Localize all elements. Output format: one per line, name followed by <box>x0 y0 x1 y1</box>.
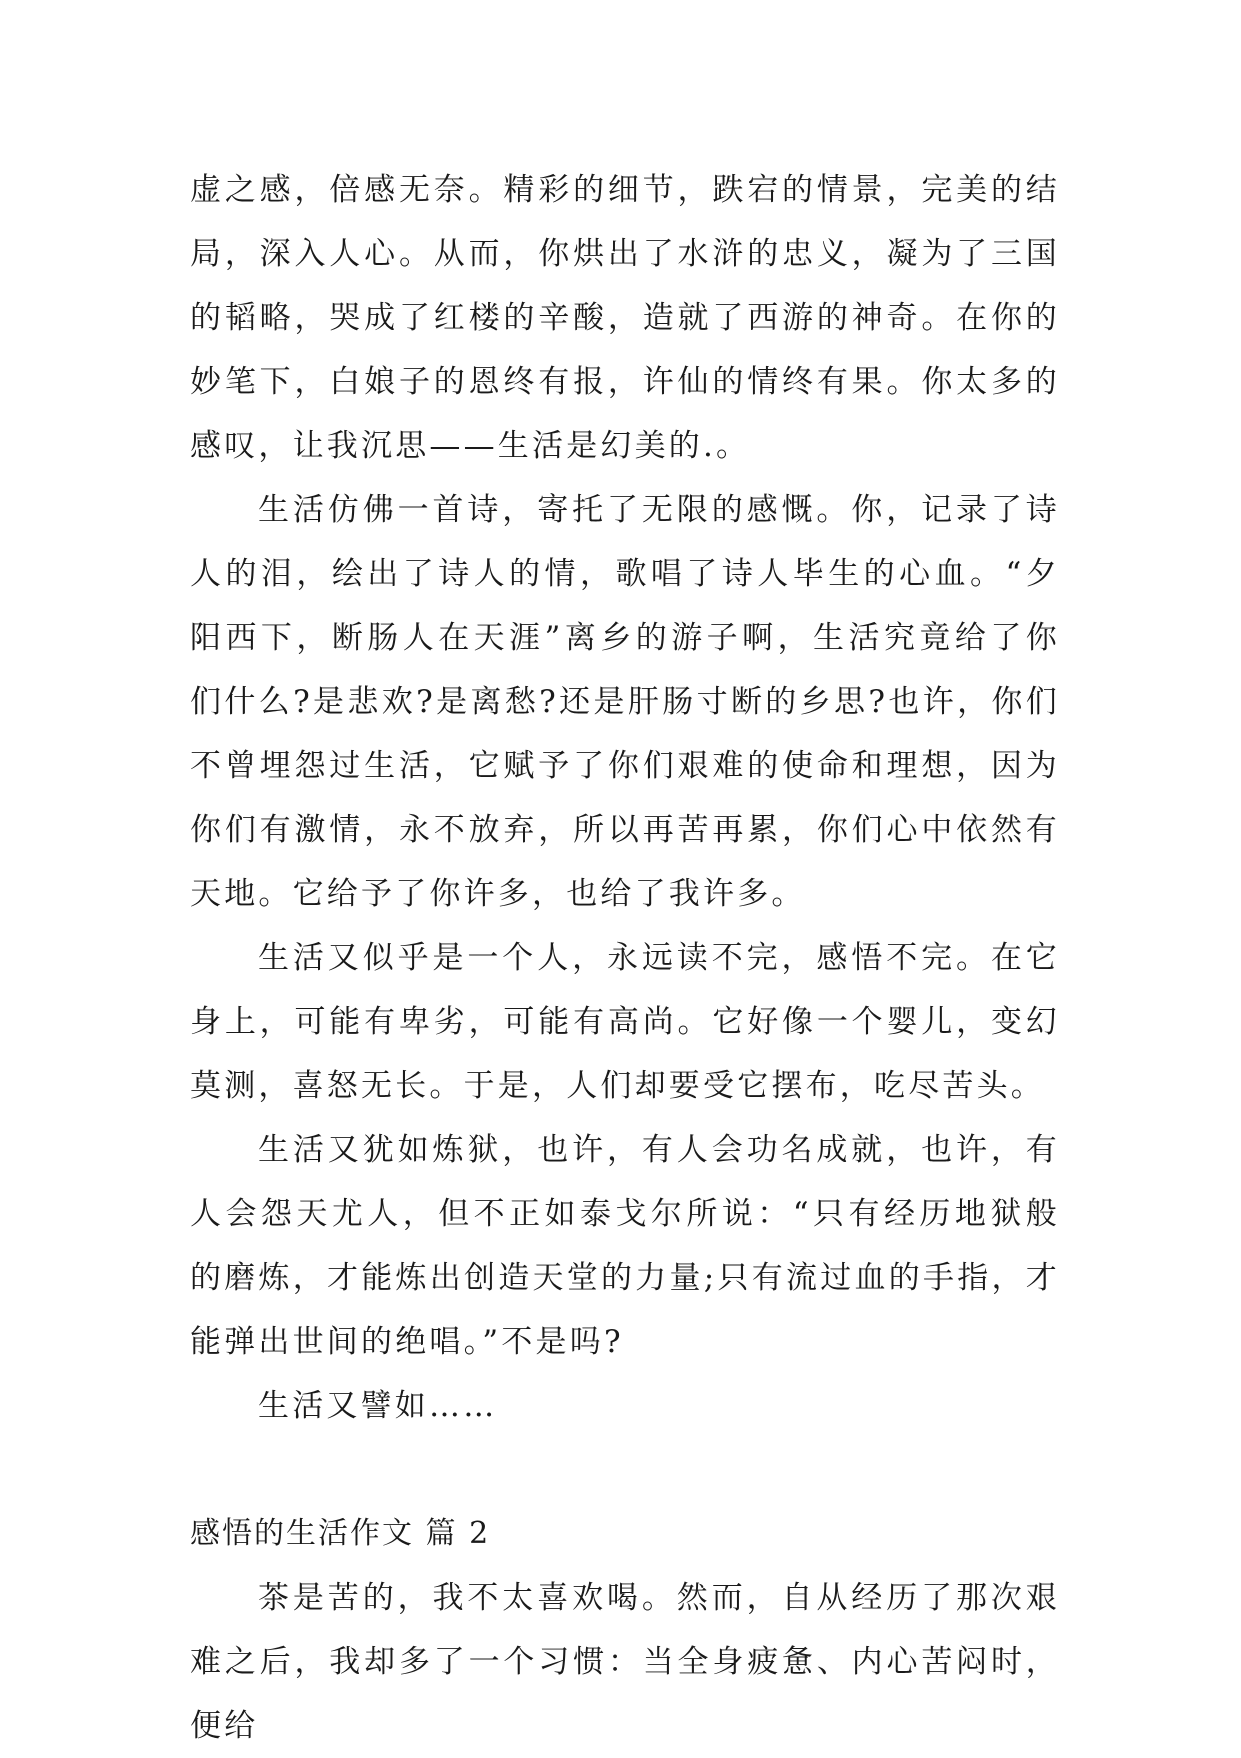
paragraph-4: 生活又犹如炼狱，也许，有人会功名成就，也许，有人会怨天尤人，但不正如泰戈尔所说：“只有经历地狱般的磨炼，才能炼出创造天堂的力量;只有流过血的手指，才能弹出世间的绝唱。”不是吗? <box>190 1132 1060 1360</box>
paragraph-5: 生活又譬如…… <box>258 1388 498 1424</box>
document-body <box>190 158 1060 1758</box>
paragraph-1: 虚之感，倍感无奈。精彩的细节，跌宕的情景，完美的结局，深入人心。从而，你烘出了水浒的忠义，凝为了三国的韬略，哭成了红楼的辛酸，造就了西游的神奇。在你的妙笔下，白娘子的恩终有报，许仙的情终有果。你太多的感叹，让我沉思——生活是幻美的.。 <box>190 172 1060 464</box>
paragraph-2: 生活仿佛一首诗，寄托了无限的感慨。你，记录了诗人的泪，绘出了诗人的情，歌唱了诗人毕生的心血。“夕阳西下，断肠人在天涯”离乡的游子啊，生活究竟给了你们什么?是悲欢?是离愁?还是肝肠寸断的乡思?也许，你们不曾埋怨过生活，它赋予了你们艰难的使命和理想，因为你们有激情，永不放弃，所以再苦再累，你们心中依然有天地。它给予了你许多，也给了我许多。 <box>190 492 1060 912</box>
section-paragraph-1: 茶是苦的，我不太喜欢喝。然而，自从经历了那次艰难之后，我却多了一个习惯：当全身疲惫、内心苦闷时，便给 <box>190 1580 1060 1744</box>
section-title: 感悟的生活作文 篇 2 <box>190 1516 491 1551</box>
paragraph-3: 生活又似乎是一个人，永远读不完，感悟不完。在它身上，可能有卑劣，可能有高尚。它好像一个婴儿，变幻莫测，喜怒无长。于是，人们却要受它摆布，吃尽苦头。 <box>190 940 1060 1104</box>
